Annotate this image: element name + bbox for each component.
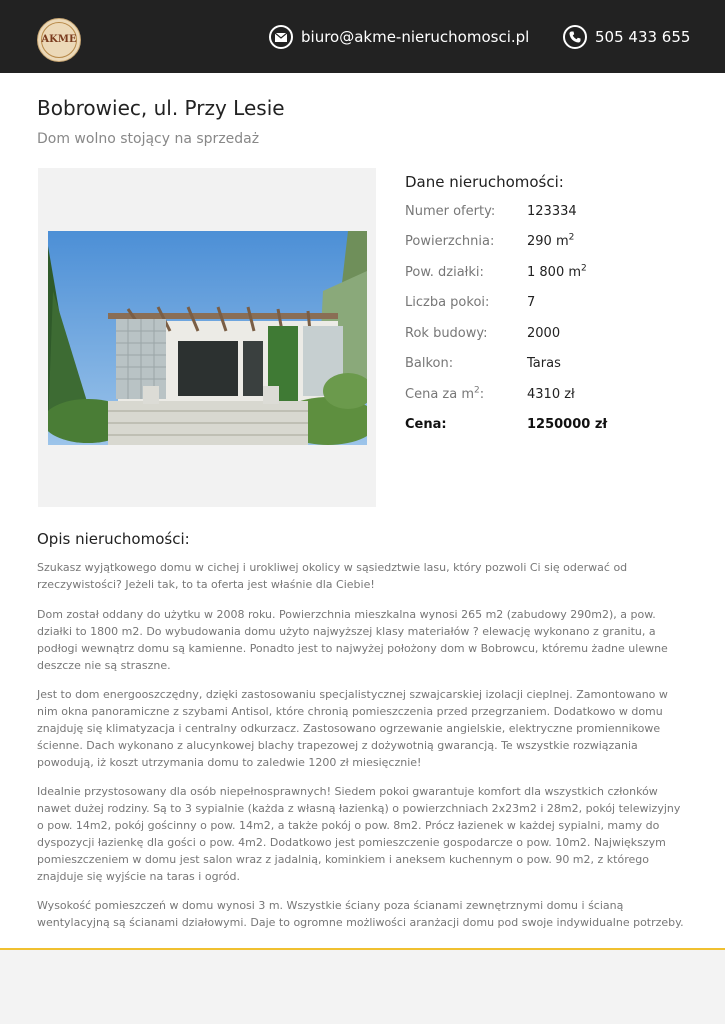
area-number: 290 m: [527, 234, 569, 249]
detail-label: Rok budowy:: [405, 326, 488, 341]
page-subtitle: Dom wolno stojący na sprzedaż: [37, 131, 260, 147]
detail-value: Taras: [527, 356, 561, 371]
email-link[interactable]: biuro@akme-nieruchomosci.pl: [301, 28, 530, 46]
logo-text: AKME: [41, 34, 77, 45]
phone-contact[interactable]: [563, 24, 690, 50]
envelope-icon: [269, 25, 293, 49]
detail-label: [405, 387, 484, 402]
phone-number[interactable]: 505 433 655: [595, 28, 691, 46]
detail-value: [527, 265, 587, 280]
detail-value: 4310 zł: [527, 387, 575, 402]
detail-label: Liczba pokoi:: [405, 295, 490, 310]
agency-logo[interactable]: [37, 18, 81, 62]
description-heading: Opis nieruchomości:: [37, 530, 190, 548]
description-paragraph: Idealnie przystosowany dla osób niepełnosprawnych! Siedem pokoi gwarantuje komfort dla wszystkich członków nawet dużej rodziny. Są to 3 sypialnie (każda z własną łazienką) o powierzchniach 2x23m2 i 28m2, pokój telewizyjny o pow. 14m2, pokój gościnny o pow. 14m2, a także pokój o pow. 8m2. Prócz łazienek w każdej sypialni, mamy do dyspozycji łazienkę dla gości o pow. 4m2. Dodatkowo jest pomieszczenie gospodarcze o pow. 10m2. Największym pomieszczeniem w domu jest salon wraz z jadalnią, kominkiem i aneksem kuchennym o pow. 90 m2, z którego znajduje się wyjście na taras i ogród.: [37, 785, 681, 883]
detail-value: [527, 234, 574, 249]
page-title: Bobrowiec, ul. Przy Lesie: [37, 96, 285, 120]
details-heading: Dane nieruchomości:: [405, 173, 564, 191]
description-paragraph: Dom został oddany do użytku w 2008 roku. Powierzchnia mieszkalna wynosi 265 m2 (zabudowy 290m2), a pow. działki to 1800 m2. Do wybudowania domu użyto najwyższej klasy materiałów ? elewację wykonano z granitu, a podłogi wewnątrz domu są kamienne. Ponadto jest to najwyżej położony dom w Bobrowcu, któremu żadne ulewne deszcze nie są straszne.: [37, 608, 668, 672]
detail-label: Powierzchnia:: [405, 234, 495, 249]
plot-superscript: 2: [581, 263, 587, 274]
plot-number: 1 800 m: [527, 265, 582, 280]
detail-label: Balkon:: [405, 356, 454, 371]
property-photo[interactable]: [48, 231, 367, 445]
price-value: 1250000 zł: [527, 417, 608, 432]
detail-label: Pow. działki:: [405, 265, 484, 280]
ppm-label-superscript: 2: [474, 385, 480, 396]
area-superscript: 2: [568, 232, 575, 243]
ppm-label-colon: :: [479, 387, 485, 402]
description-paragraph: Jest to dom energooszczędny, dzięki zastosowaniu specjalistycznej szwajcarskiej izolacji cieplnej. Zamontowano w nim okna panoramiczne z szybami Antisol, które chronią pomieszczenia przed przegrzaniem. Dodatkowo w domu znajduję się klimatyzacja i centralny odkurzacz. Zastosowano ogrzewanie angielskie, elektryczne promiennikowe ścienne. Dach wykonano z alucynkowej blachy trapezowej z dożywotnią gwarancją. Te wszystkie rozwiązania powodują, iż koszt utrzymania domu to zaledwie 1200 zł miesięcznie!: [37, 688, 668, 769]
phone-icon: [563, 25, 587, 49]
footer-accent-line: [0, 948, 725, 950]
detail-value: 2000: [527, 326, 561, 341]
detail-value: 7: [527, 295, 536, 310]
ppm-label-text: Cena za m: [405, 387, 474, 402]
description-paragraph: Wysokość pomieszczeń w domu wynosi 3 m. Wszystkie ściany poza ścianami zewnętrznymi domu i ścianą wentylacyjną są ścianami działowymi. Daje to ogromne możliwości aranżacji domu pod swoje indywidualne potrzeby.: [37, 899, 684, 929]
detail-label: Numer oferty:: [405, 204, 496, 219]
description-paragraph: Szukasz wyjątkowego domu w cichej i urokliwej okolicy w sąsiedztwie lasu, który pozwoli Ci się oderwać od rzeczywistości? Jeżeli tak, to ta oferta jest właśnie dla Ciebie!: [37, 561, 628, 591]
detail-value: 123334: [527, 204, 577, 219]
email-contact[interactable]: [269, 24, 529, 50]
header-bar: [0, 0, 725, 73]
detail-label: Cena:: [405, 417, 447, 432]
